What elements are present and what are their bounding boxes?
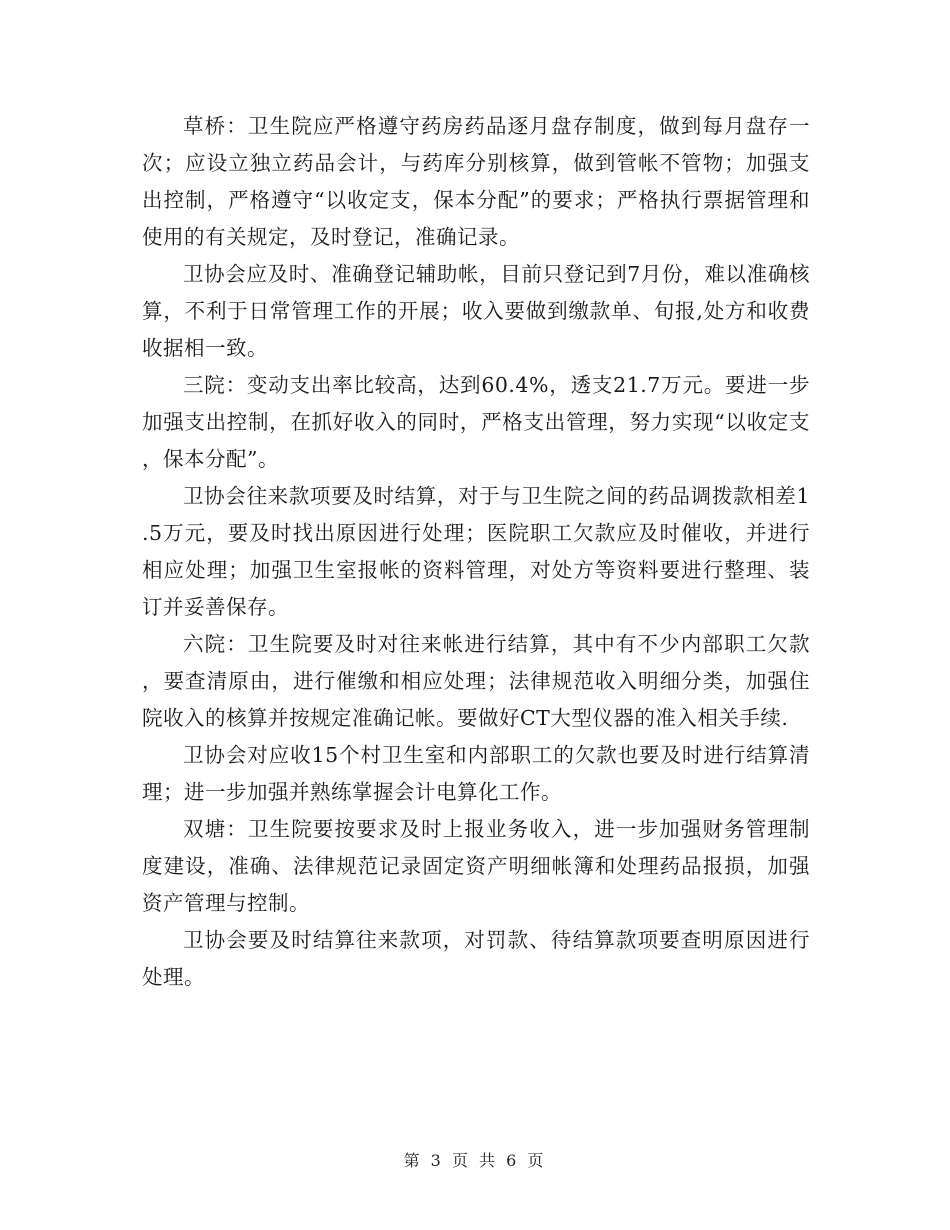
paragraph-shuangtang-hospital: 双塘：卫生院要按要求及时上报业务收入，进一步加强财务管理制度建设，准确、法律规范记录固定资产明细帐簿和处理药品报损，加强资产管理与控制。 [142, 817, 810, 915]
paragraph-liuyuan-hospital: 六院：卫生院要及时对往来帐进行结算，其中有不少内部职工欠款，要查清原由，进行催缴和相应处理；法律规范收入明细分类，加强住院收入的核算并按规定准确记帐。要做好CT大型仪器的准入相关手续. [142, 632, 810, 730]
paragraph-sanyuan-hospital: 三院：变动支出率比较高，达到60.4%，透支21.7万元。要进一步加强支出控制，在抓好收入的同时，严格支出管理，努力实现“以收定支，保本分配”。 [142, 373, 810, 471]
paragraph-liuyuan-association: 卫协会对应收15个村卫生室和内部职工的欠款也要及时进行结算清理；进一步加强并熟练掌握会计电算化工作。 [142, 743, 810, 804]
paragraph-shuangtang-association: 卫协会要及时结算往来款项，对罚款、待结算款项要查明原因进行处理。 [142, 928, 810, 989]
page-number-footer: 第 3 页 共 6 页 [403, 1151, 547, 1170]
document-body [142, 108, 810, 996]
paragraph-sanyuan-association: 卫协会往来款项要及时结算，对于与卫生院之间的药品调拨款相差1.5万元，要及时找出原因进行处理；医院职工欠款应及时催收，并进行相应处理；加强卫生室报帐的资料管理，对处方等资料要进行整理、装订并妥善保存。 [142, 484, 810, 619]
paragraph-caoqiao-association: 卫协会应及时、准确登记辅助帐，目前只登记到7月份，难以准确核算，不利于日常管理工作的开展；收入要做到缴款单、旬报,处方和收费收据相一致。 [142, 262, 810, 360]
paragraph-caoqiao-hospital: 草桥：卫生院应严格遵守药房药品逐月盘存制度，做到每月盘存一次；应设立独立药品会计，与药库分别核算，做到管帐不管物；加强支出控制，严格遵守“以收定支，保本分配”的要求；严格执行票据管理和使用的有关规定，及时登记，准确记录。 [142, 114, 810, 249]
